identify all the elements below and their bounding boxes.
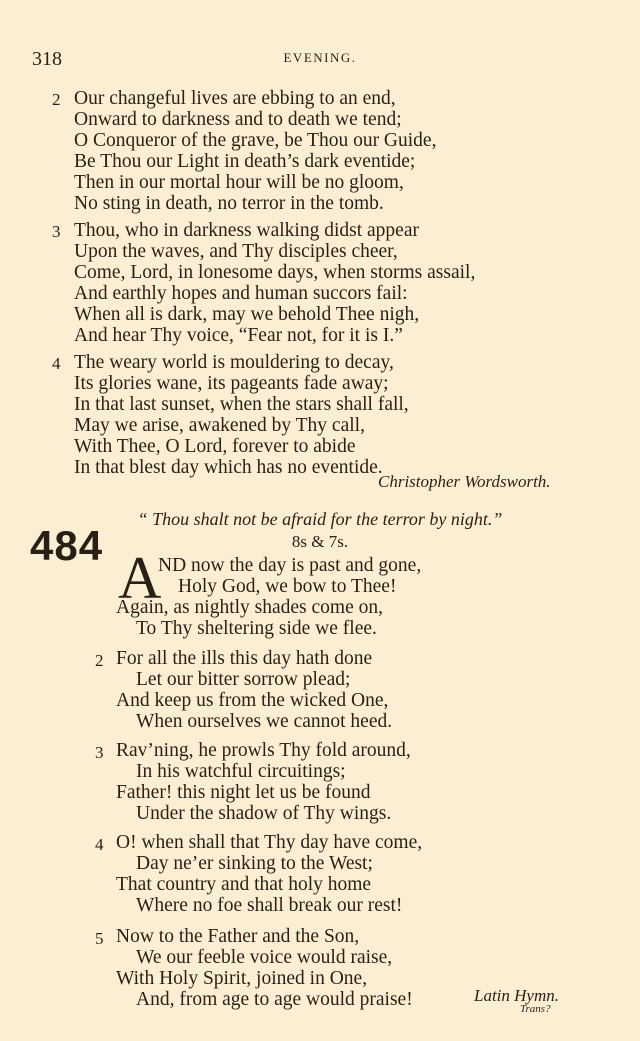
verse-line: With Holy Spirit, joined in One, bbox=[116, 968, 368, 989]
verse-line: That country and that holy home bbox=[116, 874, 372, 895]
verse-line: Under the shadow of Thy wings. bbox=[136, 803, 392, 824]
verse-line: In that blest day which has no eventide. bbox=[74, 457, 383, 478]
page-number: 318 bbox=[32, 48, 62, 70]
verse-line: Now to the Father and the Son, bbox=[116, 926, 360, 947]
stanza-number: 2 bbox=[52, 90, 61, 109]
scripture-epigraph: “ Thou shalt not be afraid for the terror by night.” bbox=[137, 509, 503, 529]
verse-line: Onward to darkness and to death we tend; bbox=[74, 109, 402, 130]
verse-line: For all the ills this day hath done bbox=[116, 648, 373, 669]
verse-line: We our feeble voice would raise, bbox=[136, 947, 393, 968]
verse-line: Where no foe shall break our rest! bbox=[136, 895, 403, 916]
stanza-number: 2 bbox=[95, 651, 104, 670]
verse-line: And hear Thy voice, “Fear not, for it is I.” bbox=[74, 325, 403, 346]
verse-line: Holy God, we bow to Thee! bbox=[178, 576, 397, 597]
verse-line: And, from age to age would praise! bbox=[136, 989, 413, 1010]
verse-line: Come, Lord, in lonesome days, when storms assail, bbox=[74, 262, 476, 283]
verse-line: Day ne’er sinking to the West; bbox=[136, 853, 373, 874]
stanza-number: 4 bbox=[52, 354, 61, 373]
verse-line: Upon the waves, and Thy disciples cheer, bbox=[74, 241, 398, 262]
hymn-meter: 8s & 7s. bbox=[291, 532, 349, 551]
verse-line: Father! this night let us be found bbox=[116, 782, 371, 803]
verse-line: The weary world is mouldering to decay, bbox=[74, 352, 394, 373]
verse-line: O! when shall that Thy day have come, bbox=[116, 832, 423, 853]
verse-line: In his watchful circuitings; bbox=[136, 761, 346, 782]
verse-line: Thou, who in darkness walking didst appear bbox=[74, 220, 419, 241]
stanza-number: 3 bbox=[52, 222, 61, 241]
verse-line: Then in our mortal hour will be no gloom, bbox=[74, 172, 404, 193]
verse-line: Its glories wane, its pageants fade away; bbox=[74, 373, 389, 394]
stanza-number: 3 bbox=[95, 743, 104, 762]
source-attribution: Latin Hymn. bbox=[474, 986, 559, 1005]
translation-note: Trans? bbox=[520, 1003, 551, 1015]
verse-line: Be Thou our Light in death’s dark eventide; bbox=[74, 151, 416, 172]
verse-line: Let our bitter sorrow plead; bbox=[136, 669, 351, 690]
stanza-number: 4 bbox=[95, 835, 104, 854]
verse-line: Rav’ning, he prowls Thy fold around, bbox=[116, 740, 411, 761]
verse-line: May we arise, awakened by Thy call, bbox=[74, 415, 365, 436]
verse-line: When ourselves we cannot heed. bbox=[136, 711, 393, 732]
verse-line: With Thee, O Lord, forever to abide bbox=[74, 436, 356, 457]
verse-line: No sting in death, no terror in the tomb. bbox=[74, 193, 384, 214]
drop-cap: A bbox=[118, 545, 162, 611]
verse-line: Our changeful lives are ebbing to an end, bbox=[74, 88, 396, 109]
verse-line: And keep us from the wicked One, bbox=[116, 690, 389, 711]
verse-line: O Conqueror of the grave, be Thou our Guide, bbox=[74, 130, 437, 151]
verse-line: And earthly hopes and human succors fail: bbox=[74, 283, 408, 304]
verse-line: To Thy sheltering side we flee. bbox=[136, 618, 377, 639]
hymn-number: 484 bbox=[30, 522, 104, 569]
verse-line: ND now the day is past and gone, bbox=[158, 555, 422, 576]
author-attribution: Christopher Wordsworth. bbox=[378, 472, 551, 491]
verse-line: When all is dark, may we behold Thee nigh, bbox=[74, 304, 420, 325]
stanza-number: 5 bbox=[95, 929, 104, 948]
verse-line: In that last sunset, when the stars shall fall, bbox=[74, 394, 409, 415]
verse-line: Again, as nightly shades come on, bbox=[116, 597, 383, 618]
running-title: EVENING. bbox=[283, 50, 357, 65]
